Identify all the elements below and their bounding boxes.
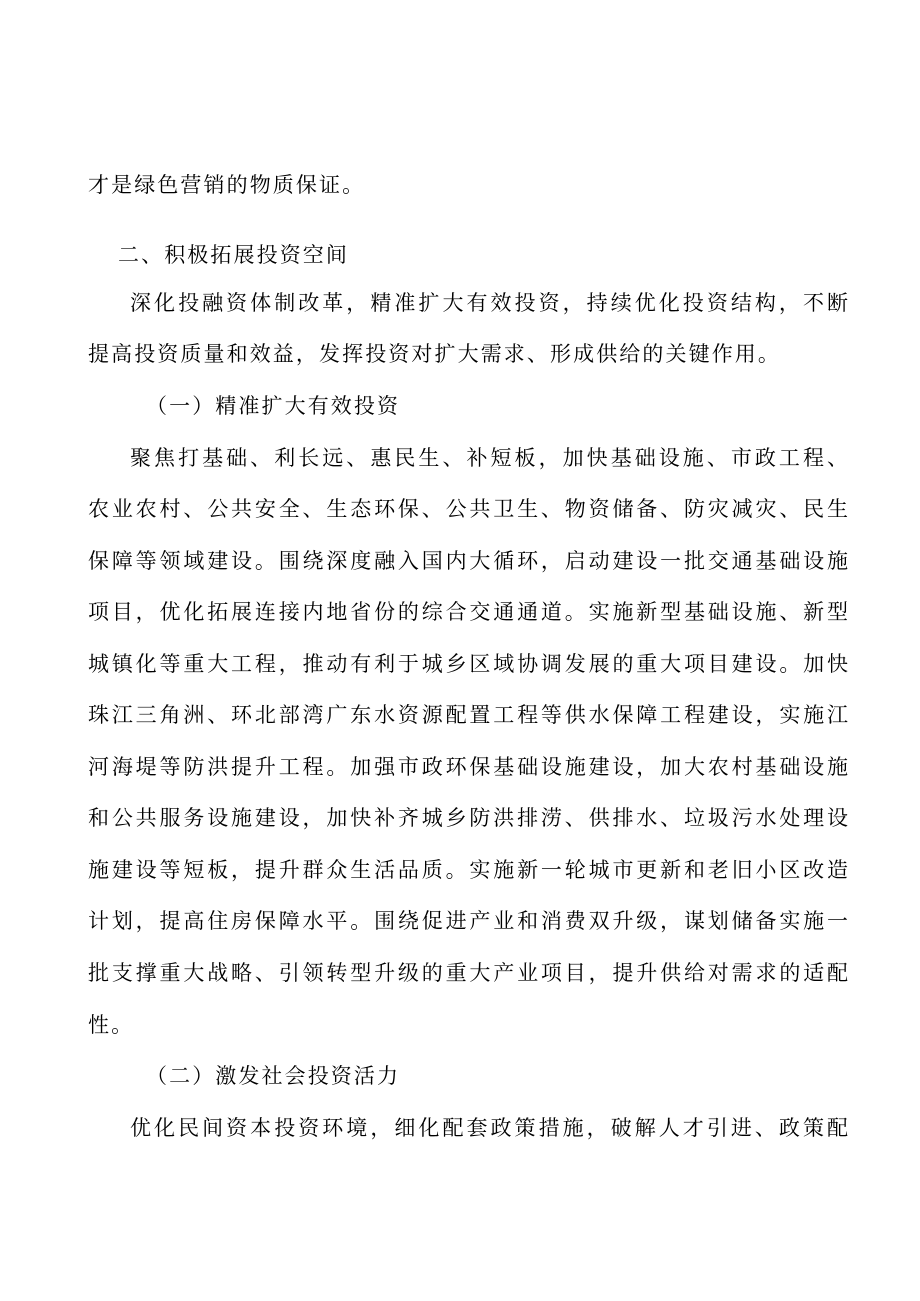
body-text-line: 聚焦打基础、利长远、惠民生、补短板，加快基础设施、市政工程、 <box>130 446 848 470</box>
subsection-heading: （二）激发社会投资活力 <box>146 1064 401 1088</box>
body-text-line: 保障等领域建设。围绕深度融入国内大循环，启动建设一批交通基础设施 <box>88 549 848 573</box>
body-text-line: 批支撑重大战略、引领转型升级的重大产业项目，提升供给对需求的适配 <box>88 961 848 985</box>
body-text-line: 和公共服务设施建设，加快补齐城乡防洪排涝、供排水、垃圾污水处理设 <box>88 806 848 830</box>
body-text-line: 深化投融资体制改革，精准扩大有效投资，持续优化投资结构，不断 <box>130 291 848 315</box>
body-text-line: 提高投资质量和效益，发挥投资对扩大需求、形成供给的关键作用。 <box>88 342 781 366</box>
section-heading: 二、积极拓展投资空间 <box>118 243 349 267</box>
body-text-line: 农业农村、公共安全、生态环保、公共卫生、物资储备、防灾减灾、民生 <box>88 497 848 521</box>
body-text-line: 计划，提高住房保障水平。围绕促进产业和消费双升级，谋划储备实施一 <box>88 909 848 933</box>
body-text-line: 珠江三角洲、环北部湾广东水资源配置工程等供水保障工程建设，实施江 <box>88 703 848 727</box>
body-text-line: 施建设等短板，提升群众生活品质。实施新一轮城市更新和老旧小区改造 <box>88 858 848 882</box>
body-text-line: 性。 <box>88 1013 135 1037</box>
subsection-heading: （一）精准扩大有效投资 <box>146 394 401 418</box>
body-text-line: 项目，优化拓展连接内地省份的综合交通通道。实施新型基础设施、新型 <box>88 600 848 624</box>
body-text-line: 河海堤等防洪提升工程。加强市政环保基础设施建设，加大农村基础设施 <box>88 755 848 779</box>
body-text-line: 才是绿色营销的物质保证。 <box>88 173 366 197</box>
body-text-line: 城镇化等重大工程，推动有利于城乡区域协调发展的重大项目建设。加快 <box>88 652 848 676</box>
body-text-line: 优化民间资本投资环境，细化配套政策措施，破解人才引进、政策配 <box>130 1116 848 1140</box>
